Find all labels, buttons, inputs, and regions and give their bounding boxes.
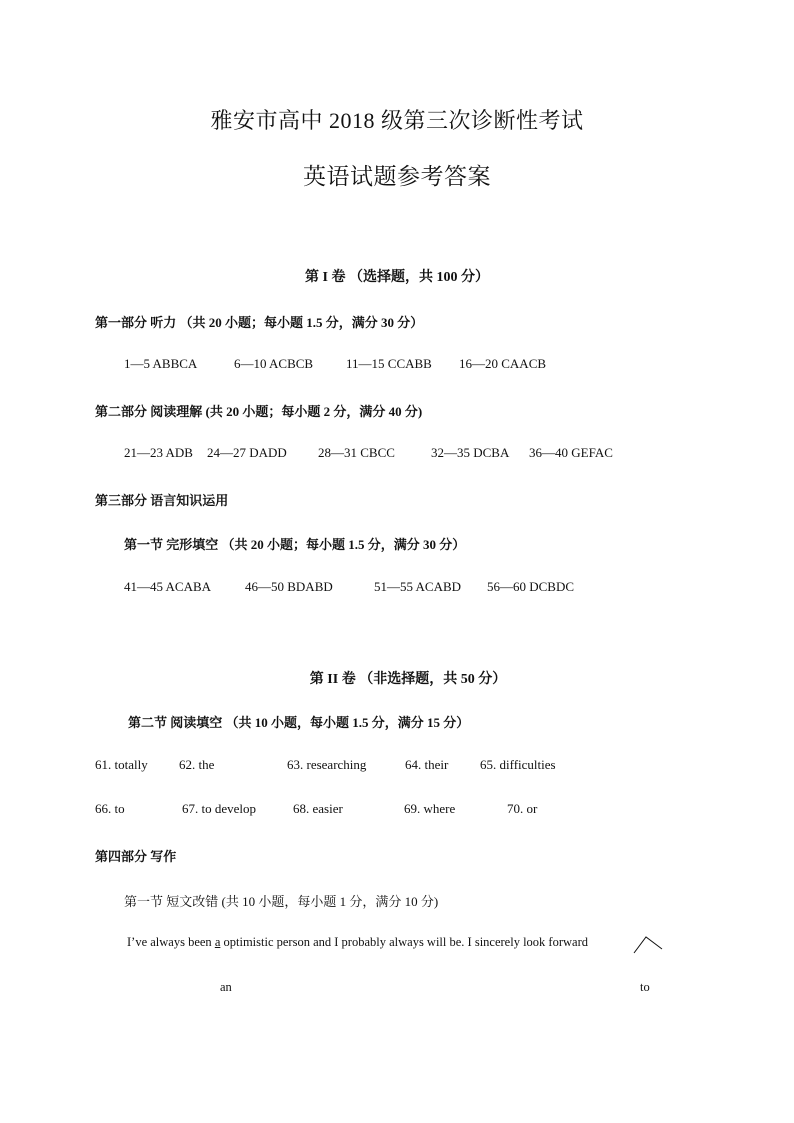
part4-section1-heading: 第一节 短文改错 (共 10 小题，每小题 1 分，满分 10 分) [124,894,439,909]
part3-section1-heading: 第一节 完形填空 （共 20 小题；每小题 1.5 分，满分 30 分） [124,537,466,552]
answer-item: 61. totally [95,757,148,772]
answer-group: 56—60 DCBDC [487,579,575,594]
answer-item: 68. easier [293,801,343,816]
answer-item: 64. their [405,757,449,772]
section2-heading: 第二节 阅读填空 （共 10 小题，每小题 1.5 分，满分 15 分） [128,715,470,730]
part4-heading: 第四部分 写作 [95,849,177,864]
passage-text-before: I’ve always been [127,935,215,949]
part1-heading: 第一部分 听力 （共 20 小题；每小题 1.5 分，满分 30 分） [95,315,424,330]
insertion-caret-icon [632,933,664,955]
answer-group: 6—10 ACBCB [234,356,314,371]
page-title: 雅安市高中 2018 级第三次诊断性考试 [210,108,584,133]
answer-item: 63. researching [287,757,367,772]
correction-word: an [220,980,232,994]
answer-group: 41—45 ACABA [124,579,212,594]
volume2-title: 第 II 卷 （非选择题，共 50 分） [309,672,507,687]
correction-word: to [640,980,650,994]
answer-group: 24—27 DADD [207,445,287,460]
correction-passage-line [127,935,588,950]
page-subtitle: 英语试题参考答案 [303,164,491,189]
answer-group: 21—23 ADB [124,445,193,460]
volume1-title: 第 I 卷 （选择题，共 100 分） [305,270,489,285]
passage-error-word: a [214,935,221,949]
answer-group: 46—50 BDABD [245,579,333,594]
answer-group: 51—55 ACABD [374,579,462,594]
answer-item: 67. to develop [182,801,257,816]
answer-group: 16—20 CAACB [459,356,547,371]
answer-item: 66. to [95,801,125,816]
answer-item: 69. where [404,801,456,816]
answer-group: 28—31 CBCC [318,445,395,460]
passage-text-after: optimistic person and I probably always will be. I sincerely look forward [220,935,588,949]
answer-item: 65. difficulties [480,757,556,772]
answer-group: 32—35 DCBA [431,445,510,460]
answer-group: 1—5 ABBCA [124,356,198,371]
part3-heading: 第三部分 语言知识运用 [95,493,229,508]
answer-item: 62. the [179,757,215,772]
answer-group: 36—40 GEFAC [529,445,613,460]
part2-heading: 第二部分 阅读理解 (共 20 小题；每小题 2 分，满分 40 分) [95,404,423,419]
answer-item: 70. or [507,801,538,816]
answer-group: 11—15 CCABB [346,356,432,371]
